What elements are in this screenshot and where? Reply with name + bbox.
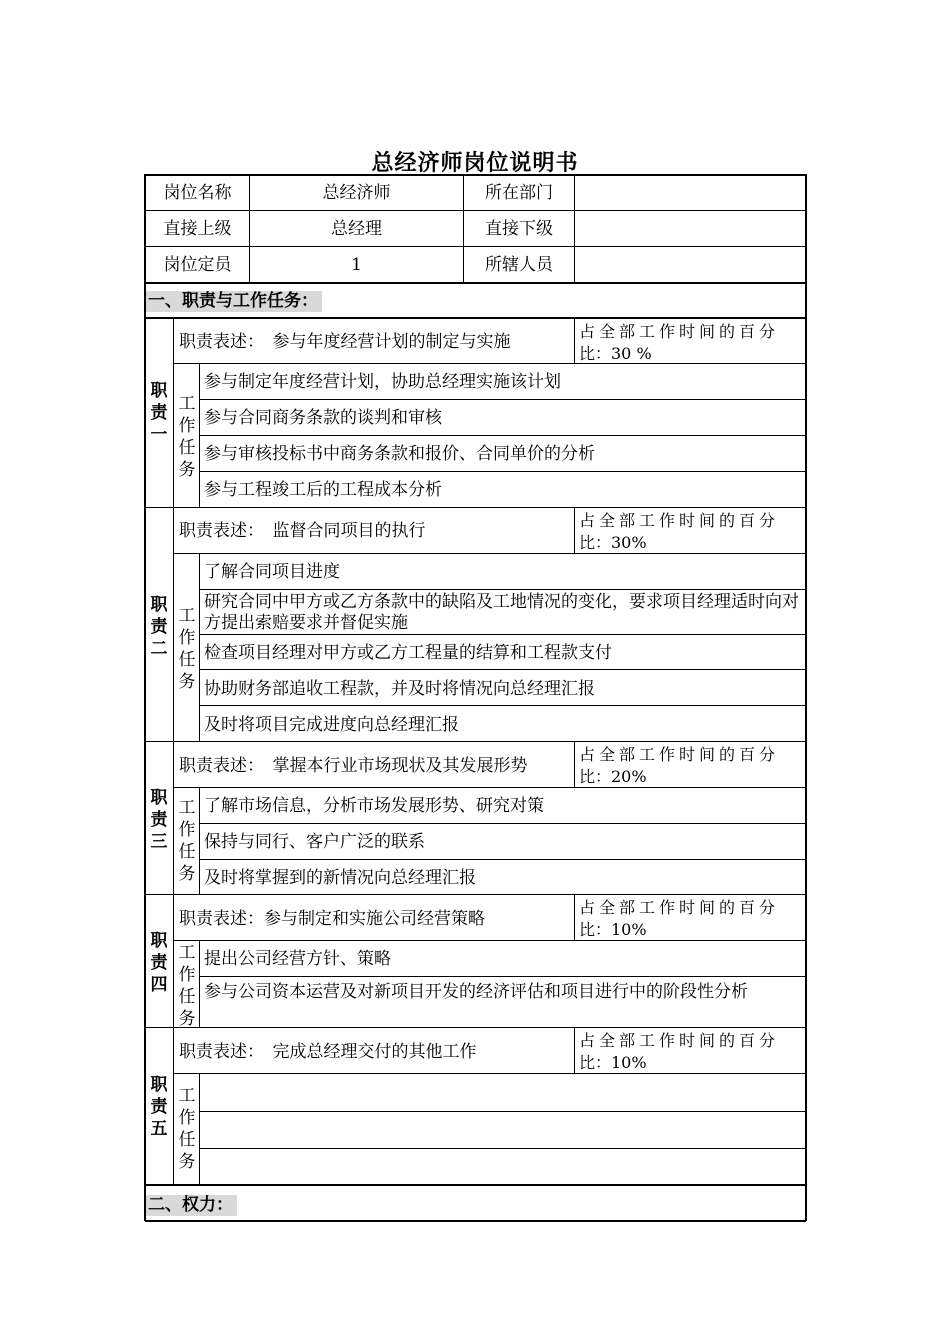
duty-3-task-3: 及时将掌握到的新情况向总经理汇报 <box>204 868 476 888</box>
duty-3-task-2: 保持与同行、客户广泛的联系 <box>204 832 425 852</box>
duty-2-name: 职责二 <box>150 595 168 659</box>
subordinates-label: 所辖人员 <box>485 255 553 275</box>
duty-3-pct: 比：20% <box>579 767 647 786</box>
duty-1-task-label: 工作任务 <box>178 394 196 480</box>
duty-4-task-1: 提出公司经营方针、策略 <box>204 949 391 969</box>
duty-1-task-3: 参与审核投标书中商务条款和报价、合同单价的分析 <box>204 444 595 464</box>
duty-2-task-2: 研究合同中甲方或乙方条款中的缺陷及工地情况的变化，要求项目经理适时向对方提出索赔要求并督促实施 <box>204 592 799 633</box>
duty-5-task-label: 工作任务 <box>178 1086 196 1172</box>
direct-subordinate-label: 直接下级 <box>485 219 553 239</box>
position-name-label: 岗位名称 <box>163 183 232 203</box>
duty-3-desc: 职责表述： 掌握本行业市场现状及其发展形势 <box>179 756 528 776</box>
duty-1-task-4: 参与工程竣工后的工程成本分析 <box>204 480 442 500</box>
duty-1-task-2: 参与合同商务条款的谈判和审核 <box>204 408 442 428</box>
duty-3-task-1: 了解市场信息，分析市场发展形势、研究对策 <box>204 796 544 816</box>
duty-5-name: 职责五 <box>150 1075 168 1139</box>
duty-2-pct: 比：30% <box>579 533 647 552</box>
duty-4-task-label: 工作任务 <box>178 943 196 1029</box>
duty-2-task-4: 协助财务部追收工程款，并及时将情况向总经理汇报 <box>204 679 595 699</box>
duty-2-task-3: 检查项目经理对甲方或乙方工程量的结算和工程款支付 <box>204 643 612 663</box>
headcount-value: 1 <box>351 255 362 275</box>
duty-4-task-2: 参与公司资本运营及对新项目开发的经济评估和项目进行中的阶段性分析 <box>204 982 748 1002</box>
duty-2-desc: 职责表述： 监督合同项目的执行 <box>179 521 426 541</box>
duty-1-desc: 职责表述： 参与年度经营计划的制定与实施 <box>179 332 511 352</box>
duty-4-pct: 比：10% <box>579 920 647 939</box>
duty-2-task-label: 工作任务 <box>178 606 196 692</box>
page-title: 总经济师岗位说明书 <box>371 150 579 176</box>
direct-superior-label: 直接上级 <box>163 219 232 239</box>
duty-1-pct: 比：30 % <box>579 344 652 363</box>
department-label: 所在部门 <box>485 183 553 203</box>
duty-3-task-label: 工作任务 <box>178 798 196 884</box>
section-authority-heading: 二、权力： <box>146 1195 237 1216</box>
duty-3-name: 职责三 <box>150 788 168 852</box>
duty-1-pct-label: 占全部工作时间的百分 <box>579 322 780 341</box>
section-duties-heading: 一、职责与工作任务： <box>146 291 322 312</box>
duty-2-pct-label: 占全部工作时间的百分 <box>579 511 780 530</box>
duty-2-task-5: 及时将项目完成进度向总经理汇报 <box>204 715 459 735</box>
duty-4-desc: 职责表述：参与制定和实施公司经营策略 <box>179 909 485 929</box>
duty-4-name: 职责四 <box>150 931 168 995</box>
headcount-label: 岗位定员 <box>163 255 232 275</box>
duty-5-desc: 职责表述： 完成总经理交付的其他工作 <box>179 1042 477 1062</box>
direct-superior-value: 总经理 <box>331 219 382 239</box>
duty-3-pct-label: 占全部工作时间的百分 <box>579 745 780 764</box>
duty-2-task-1: 了解合同项目进度 <box>204 562 340 582</box>
duty-5-pct: 比：10% <box>579 1053 647 1072</box>
position-name-value: 总经济师 <box>322 183 391 203</box>
duty-1-task-1: 参与制定年度经营计划，协助总经理实施该计划 <box>204 372 561 392</box>
duty-4-pct-label: 占全部工作时间的百分 <box>579 898 780 917</box>
duty-1-name: 职责一 <box>150 381 168 445</box>
duty-5-pct-label: 占全部工作时间的百分 <box>579 1031 780 1050</box>
